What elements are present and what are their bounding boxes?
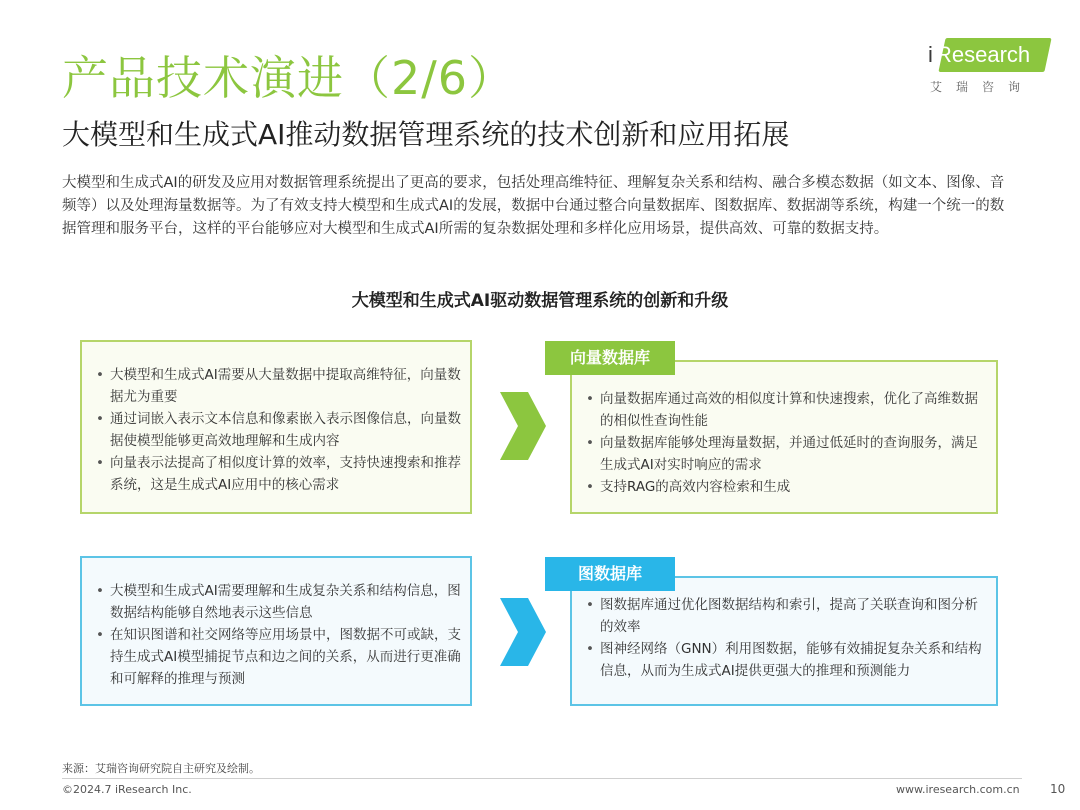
footer-divider — [62, 778, 1022, 779]
logo-subtext: 艾瑞咨询 — [930, 80, 1035, 94]
list-item: • 在知识图谱和社交网络等应用场景中，图数据不可或缺，支持生成式AI模型捕捉节点和边之间的关系，从而进行更准确和可解释的推理与预测 — [110, 624, 470, 690]
page-title: 产品技术演进（2/6） — [62, 51, 516, 105]
vector-db-tag: 向量数据库 — [545, 341, 675, 375]
vector-needs-box — [80, 340, 472, 514]
iresearch-logo — [920, 34, 1050, 104]
list-item: • 大模型和生成式AI需要从大量数据中提取高维特征，向量数据尤为重要 — [110, 364, 470, 408]
chevron-right-icon — [494, 592, 550, 672]
list-item: • 向量数据库能够处理海量数据，并通过低延时的查询服务，满足生成式AI对实时响应的需求 — [600, 432, 986, 476]
list-item: • 图数据库通过优化图数据结构和索引，提高了关联查询和图分析的效率 — [600, 594, 986, 638]
logo-wordmark — [936, 42, 1030, 68]
list-item: • 向量表示法提高了相似度计算的效率，支持快速搜索和推荐系统，这是生成式AI应用中的核心需求 — [110, 452, 470, 496]
vector-db-box — [570, 360, 998, 514]
list-item: • 通过词嵌入表示文本信息和像素嵌入表示图像信息，向量数据使模型能够更高效地理解和生成内容 — [110, 408, 470, 452]
list-item: • 支持RAG的高效内容检索和生成 — [600, 476, 986, 498]
page-subtitle: 大模型和生成式AI推动数据管理系统的技术创新和应用拓展 — [62, 118, 790, 151]
list-item: • 大模型和生成式AI需要理解和生成复杂关系和结构信息，图数据结构能够自然地表示这些信息 — [110, 580, 470, 624]
logo-wordmark-text: Research — [936, 42, 1031, 67]
diagram-title: 大模型和生成式AI驱动数据管理系统的创新和升级 — [351, 291, 729, 311]
list-item: • 向量数据库通过高效的相似度计算和快速搜索，优化了高维数据的相似性查询性能 — [600, 388, 986, 432]
logo-i: i — [928, 42, 933, 67]
page-number: 10 — [1050, 782, 1066, 796]
intro-paragraph: 大模型和生成式AI的研发及应用对数据管理系统提出了更高的要求，包括处理高维特征、理解复杂关系和结构、融合多模态数据（如文本、图像、音频等）以及处理海量数据等。为了有效支持大模型和生成式AI的发展，数据中台通过整合向量数据库、图数据库、数据湖等系统，构建一个统一的数据管理和服务平台，这样的平台能够应对大模型和生成式AI所需的复杂数据处理和多样化应用场景，提供高效、可靠的数据支持。 — [62, 175, 1005, 237]
graph-needs-box — [80, 556, 472, 706]
source-note: 来源：艾瑞咨询研究院自主研究及绘制。 — [62, 762, 260, 775]
website-url: www.iresearch.com.cn — [896, 783, 1020, 796]
chevron-right-icon — [494, 386, 550, 466]
graph-db-tag: 图数据库 — [545, 557, 675, 591]
graph-db-box — [570, 576, 998, 706]
list-item: • 图神经网络（GNN）利用图数据，能够有效捕捉复杂关系和结构信息，从而为生成式AI提供更强大的推理和预测能力 — [600, 638, 986, 682]
copyright: ©2024.7 iResearch Inc. — [62, 783, 192, 796]
